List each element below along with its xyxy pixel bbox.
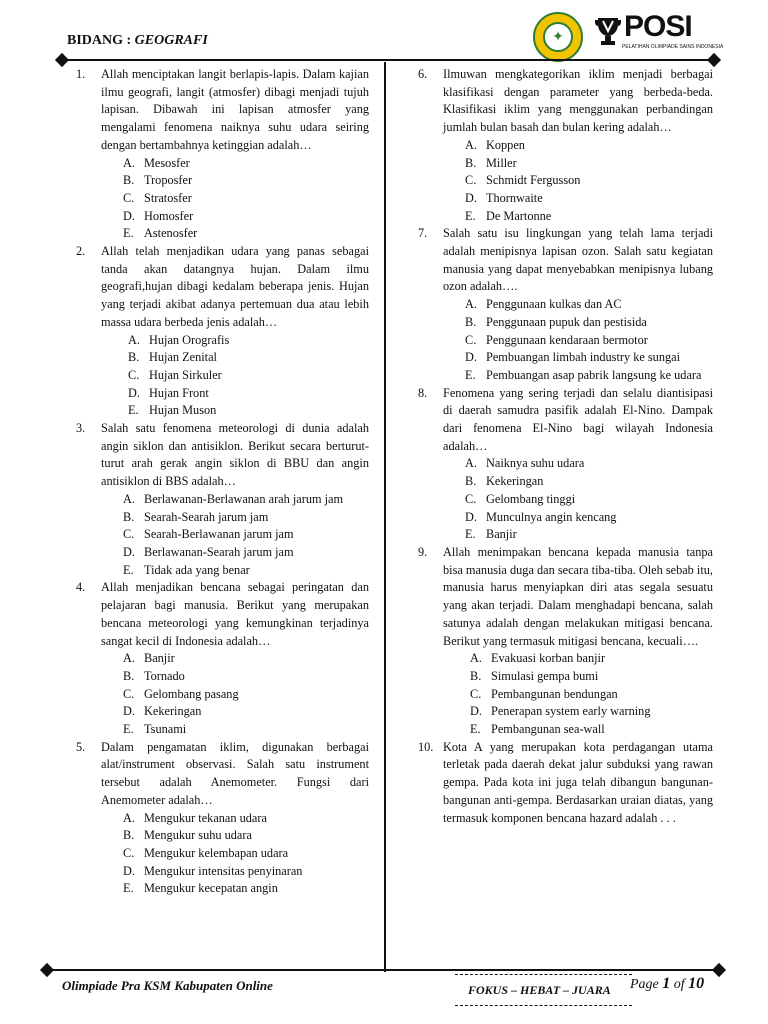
header-rule [62,59,714,61]
option-text: Mengukur kecepatan angin [144,881,278,896]
option-letter: C. [123,527,135,542]
option-e[interactable] [470,721,713,739]
option-d[interactable] [470,703,713,721]
question-number: 5. [76,739,86,754]
option-letter: A. [128,332,140,347]
option-text: Kekeringan [144,704,202,719]
option-text: Banjir [144,651,175,666]
question-2 [76,243,369,420]
option-letter: D. [123,704,135,719]
subject-prefix: BIDANG : [67,33,135,48]
option-letter: D. [128,385,140,400]
option-letter: E. [123,722,134,737]
question-6 [418,66,713,225]
question-number: 9. [418,544,428,559]
option-c[interactable] [465,491,713,509]
page-indicator [630,975,704,993]
question-number: 2. [76,244,86,259]
option-a[interactable] [128,332,369,350]
option-letter: C. [123,845,135,860]
option-letter: D. [123,544,135,559]
page-number: 1 [662,975,671,992]
question-number: 7. [418,226,428,241]
option-letter: A. [470,651,482,666]
option-a[interactable] [123,491,369,509]
trophy-icon [594,16,622,46]
posi-logo [594,10,724,54]
rule-end-diamond-icon [712,963,726,977]
question-text: Allah telah menjadikan udara yang panas sebagai tanda akan datangnya hujan. Dalam ilmu geografi,hujan dibagi kedalam beberapa jenis. Hujan yang terjadi akibat adanya pertemuan dua atau lebih massa udara berbeda jenis adalah… [101,244,369,329]
question-number: 10. [418,739,434,754]
option-letter: E. [123,226,134,241]
right-column [418,66,713,827]
option-letter: E. [465,208,476,223]
option-text: Pembuangan limbah industry ke sungai [486,350,680,365]
option-text: Pembangunan sea-wall [491,722,605,737]
logo-subtitle: PELATIHAN OLIMPIADE SAINS INDONESIA [622,44,724,50]
option-text: Gelombang pasang [144,686,239,701]
option-b[interactable] [465,155,713,173]
option-d[interactable] [123,208,369,226]
option-letter: B. [465,314,477,329]
option-letter: A. [123,810,135,825]
logo-text: POSI [624,10,692,43]
option-text: Penerapan system early warning [491,704,651,719]
option-text: Stratosfer [144,190,192,205]
option-text: Miller [486,155,517,170]
question-4 [76,579,369,738]
option-letter: B. [465,155,477,170]
option-letter: C. [465,491,477,506]
question-9 [418,544,713,739]
option-c[interactable] [465,332,713,350]
rule-end-diamond-icon [40,963,54,977]
option-a[interactable] [123,810,369,828]
question-number: 6. [418,67,428,81]
option-text: Berlawanan-Berlawanan arah jarum jam [144,491,344,506]
option-letter: A. [123,651,135,666]
option-text: Mengukur kelembapan udara [144,845,289,860]
option-letter: A. [465,297,477,312]
left-column [76,66,369,898]
page-prefix: Page [630,977,663,992]
subject-header [67,33,208,49]
option-text: Pembangunan bendungan [491,686,618,701]
option-text: Hujan Front [149,385,209,400]
option-b[interactable] [123,509,369,527]
column-divider [384,62,386,972]
option-letter: E. [465,527,476,542]
option-text: Astenosfer [144,226,198,241]
question-text: Allah menciptakan langit berlapis-lapis. Dalam kajian ilmu geografi, langit (atmosfer) dibagi menjadi tujuh lapisan. Dibawah ini lapisan atmosfer yang mengalami fenomena naiknya suhu udara seiring dengan bertambahnya ketinggian adalah… [101,67,369,152]
subject-name: GEOGRAFI [134,33,208,48]
option-c[interactable] [465,172,713,190]
option-letter: E. [470,722,481,737]
option-text: Searah-Berlawanan jarum jam [144,527,294,542]
option-text: Hujan Zenital [149,350,217,365]
option-letter: D. [470,704,482,719]
option-text: Hujan Sirkuler [149,367,222,382]
option-e[interactable] [123,562,369,580]
option-text: Kekeringan [486,474,544,489]
rule-end-diamond-icon [55,53,69,67]
option-a[interactable] [470,650,713,668]
option-letter: A. [123,155,135,170]
option-text: Hujan Muson [149,403,217,418]
option-text: Berlawanan-Searah jarum jam [144,544,294,559]
option-text: Munculnya angin kencang [486,509,617,524]
option-d[interactable] [465,349,713,367]
option-text: Homosfer [144,208,194,223]
option-letter: E. [123,562,134,577]
option-text: Schmidt Fergusson [486,173,581,188]
option-b[interactable] [128,349,369,367]
option-c[interactable] [123,526,369,544]
option-text: Pembuangan asap pabrik langsung ke udara [486,367,702,382]
option-e[interactable] [128,402,369,420]
question-text: Fenomena yang sering terjadi dan selalu diantisipasi di daerah samudra pasifik adalah El-Nino. Dampak dari fenomena El-Nino bagi wilayah Indonesia adalah… [443,385,713,453]
option-b[interactable] [465,473,713,491]
option-letter: B. [128,350,140,365]
option-letter: C. [128,367,140,382]
question-1 [76,66,369,243]
option-d[interactable] [465,190,713,208]
question-text: Kota A yang merupakan kota perdagangan utama terletak pada daerah dekat jalur subduksi yang rawan gempa. Pada kota ini juga telah dibangun bangunan-bangunan anti-gempa. Berdasarkan uraian diatas, yang termasuk komponen bencana hazard adalah . . . [443,739,713,825]
option-d[interactable] [123,703,369,721]
option-c[interactable] [128,367,369,385]
option-letter: D. [465,190,477,205]
option-b[interactable] [123,827,369,845]
option-letter: B. [123,509,135,524]
seal-emblem-icon: ✦ [543,22,573,52]
option-text: Banjir [486,527,517,542]
page-of: of [670,977,689,992]
option-letter: B. [123,668,135,683]
option-d[interactable] [123,544,369,562]
question-text: Ilmuwan mengkategorikan iklim menjadi berbagai klasifikasi dengan parameter yang berbeda-beda. Klasifikasi iklim yang menggunakan perbandingan jumlah bulan basah dan bulan kering adalah… [443,67,713,135]
option-letter: D. [123,208,135,223]
option-letter: D. [465,350,477,365]
option-e[interactable] [123,721,369,739]
option-b[interactable] [123,172,369,190]
option-a[interactable] [123,155,369,173]
question-number: 1. [76,67,86,81]
option-letter: E. [123,881,134,896]
option-text: Tidak ada yang benar [144,562,250,577]
option-text: Penggunaan kendaraan bermotor [486,332,648,347]
question-number: 3. [76,421,86,436]
option-a[interactable] [465,296,713,314]
option-e[interactable] [465,208,713,226]
school-seal-logo [533,12,583,62]
option-text: Simulasi gempa bumi [491,668,599,683]
option-text: Troposfer [144,173,193,188]
option-text: Gelombang tinggi [486,491,576,506]
option-text: Mesosfer [144,155,190,170]
option-text: De Martonne [486,208,552,223]
question-7 [418,225,713,384]
footer-motto-box [455,974,632,1006]
question-8 [418,385,713,544]
option-e[interactable] [465,367,713,385]
option-letter: A. [123,491,135,506]
option-text: Tsunami [144,722,187,737]
question-3 [76,420,369,579]
option-letter: C. [465,173,477,188]
option-c[interactable] [470,686,713,704]
option-letter: E. [128,403,139,418]
footer-motto: FOKUS – HEBAT – JUARA [468,983,611,997]
option-c[interactable] [123,845,369,863]
question-10 [418,739,713,828]
option-letter: C. [465,332,477,347]
footer-event-name: Olimpiade Pra KSM Kabupaten Online [62,978,273,993]
option-letter: E. [465,367,476,382]
question-text: Allah menjadikan bencana sebagai peringatan dan pelajaran bagi manusia. Berikut yang merupakan bencana meteorologi yang kemungkinan terjadinya sangat kecil di Indonesia adalah… [101,580,369,648]
option-text: Hujan Orografis [149,332,230,347]
option-letter: C. [470,686,482,701]
option-a[interactable] [465,137,713,155]
option-b[interactable] [465,314,713,332]
option-letter: C. [123,190,135,205]
option-text: Thornwaite [486,190,543,205]
question-text: Dalam pengamatan iklim, digunakan berbagai alat/instrument observasi. Salah satu instrument tersebut adalah Anemometer. Fungsi dari Anemometer adalah… [101,739,369,807]
option-text: Mengukur tekanan udara [144,810,267,825]
option-letter: D. [465,509,477,524]
question-5 [76,739,369,898]
option-text: Koppen [486,137,525,152]
option-letter: B. [470,668,482,683]
option-a[interactable] [465,455,713,473]
option-c[interactable] [123,686,369,704]
question-text: Salah satu isu lingkungan yang telah lama terjadi adalah menipisnya lapisan ozon. Salah satu kegiatan manusia yang dapat menyebabkan menipisnya lubang ozon adalah…. [443,226,713,294]
option-d[interactable] [123,863,369,881]
rule-end-diamond-icon [707,53,721,67]
option-letter: A. [465,137,477,152]
option-d[interactable] [465,509,713,527]
question-text: Allah menimpakan bencana kepada manusia tanpa bisa manusia duga dan secara tiba-tiba. Oleh sebab itu, manusia harus menyiapkan diri atas segala sesuatu yang akan terjadi. Dalam menghadapi bencana, salah satunya adalah dengan melakukan mitigasi bencana. Berikut yang termasuk mitigasi bencana, kecuali…. [443,544,713,648]
option-text: Tornado [144,668,185,683]
option-a[interactable] [123,650,369,668]
option-letter: B. [123,828,135,843]
option-text: Mengukur intensitas penyinaran [144,863,303,878]
question-number: 4. [76,580,86,595]
option-d[interactable] [128,385,369,403]
option-text: Naiknya suhu udara [486,456,585,471]
option-text: Searah-Searah jarum jam [144,509,269,524]
option-e[interactable] [465,526,713,544]
question-text: Salah satu fenomena meteorologi di dunia adalah angin siklon dan antisiklon. Berikut secara berturut-turut arah gerak angin siklon di BBU dan angin antisiklon di BBS adalah… [101,421,369,489]
option-letter: C. [123,686,135,701]
option-letter: B. [123,173,135,188]
option-letter: D. [123,863,135,878]
option-b[interactable] [470,668,713,686]
option-b[interactable] [123,668,369,686]
footer-rule [47,969,719,971]
option-c[interactable] [123,190,369,208]
option-letter: B. [465,474,477,489]
option-letter: A. [465,456,477,471]
option-text: Penggunaan pupuk dan pestisida [486,314,647,329]
option-text: Penggunaan kulkas dan AC [486,297,622,312]
option-e[interactable] [123,880,369,898]
option-text: Mengukur suhu udara [144,828,252,843]
option-e[interactable] [123,225,369,243]
option-text: Evakuasi korban banjir [491,651,606,666]
page-total: 10 [688,975,705,992]
question-number: 8. [418,385,428,400]
